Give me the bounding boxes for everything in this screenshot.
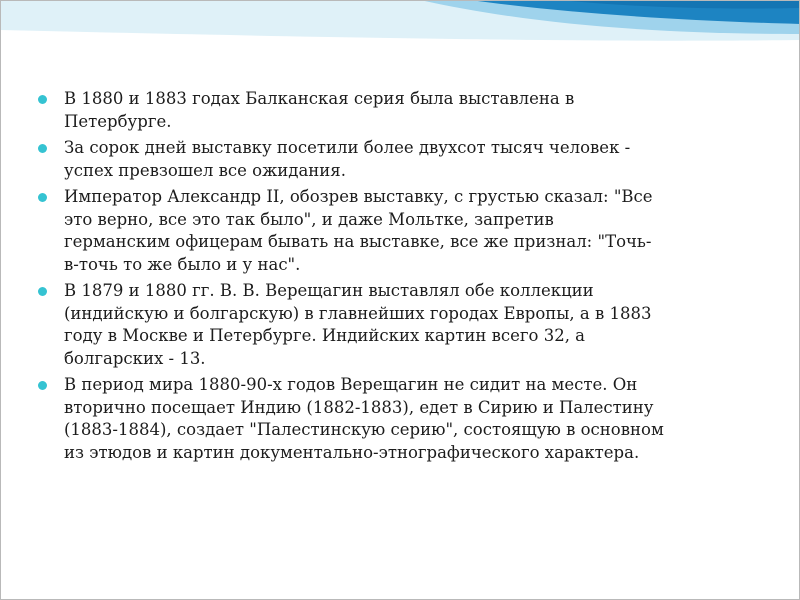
bullet-line: вторично посещает Индию (1882-1883), едет в Сирию и Палестину (64, 397, 654, 417)
slide-content (38, 88, 758, 468)
bullet-line: болгарских - 13. (64, 348, 206, 368)
bullet-line: Петербурге. (64, 111, 172, 131)
bullet-dot (38, 381, 47, 390)
bullet-line: (индийскую и болгарскую) в главнейших городах Европы, а в 1883 (64, 303, 652, 323)
bullet-dot (38, 144, 47, 153)
header-wave-decoration (0, 0, 800, 90)
bullet-item-3 (38, 186, 758, 276)
bullet-line: германским офицерам бывать на выставке, все же признал: "Точь- (64, 232, 652, 251)
bullet-line: В 1879 и 1880 гг. В. В. Верещагин выставлял обе коллекции (64, 281, 594, 300)
bullet-line: (1883-1884), создает "Палестинскую серию", состоящую в основном (64, 420, 664, 439)
bullet-line: успех превзошел все ожидания. (64, 160, 346, 180)
bullet-item-4 (38, 280, 758, 370)
bullet-line: это верно, все это так было", и даже Мольтке, запретив (64, 209, 554, 229)
bullet-list (38, 88, 758, 464)
bullet-item-2 (38, 137, 758, 182)
bullet-dot (38, 95, 47, 104)
bullet-dot (38, 193, 47, 202)
bullet-item-5 (38, 374, 758, 464)
bullet-line: Император Александр II, обозрев выставку, с грустью сказал: "Все (64, 187, 653, 206)
bullet-line: За сорок дней выставку посетили более двухсот тысяч человек - (64, 138, 631, 157)
bullet-line: году в Москве и Петербурге. Индийских картин всего 32, а (64, 326, 586, 345)
bullet-dot (38, 287, 47, 296)
bullet-line: В 1880 и 1883 годах Балканская серия была выставлена в (64, 89, 575, 108)
bullet-line: В период мира 1880-90-х годов Верещагин не сидит на месте. Он (64, 375, 638, 394)
bullet-item-1 (38, 88, 758, 133)
bullet-line: из этюдов и картин документально-этнографического характера. (64, 442, 640, 462)
bullet-line: в-точь то же было и у нас". (64, 254, 301, 274)
